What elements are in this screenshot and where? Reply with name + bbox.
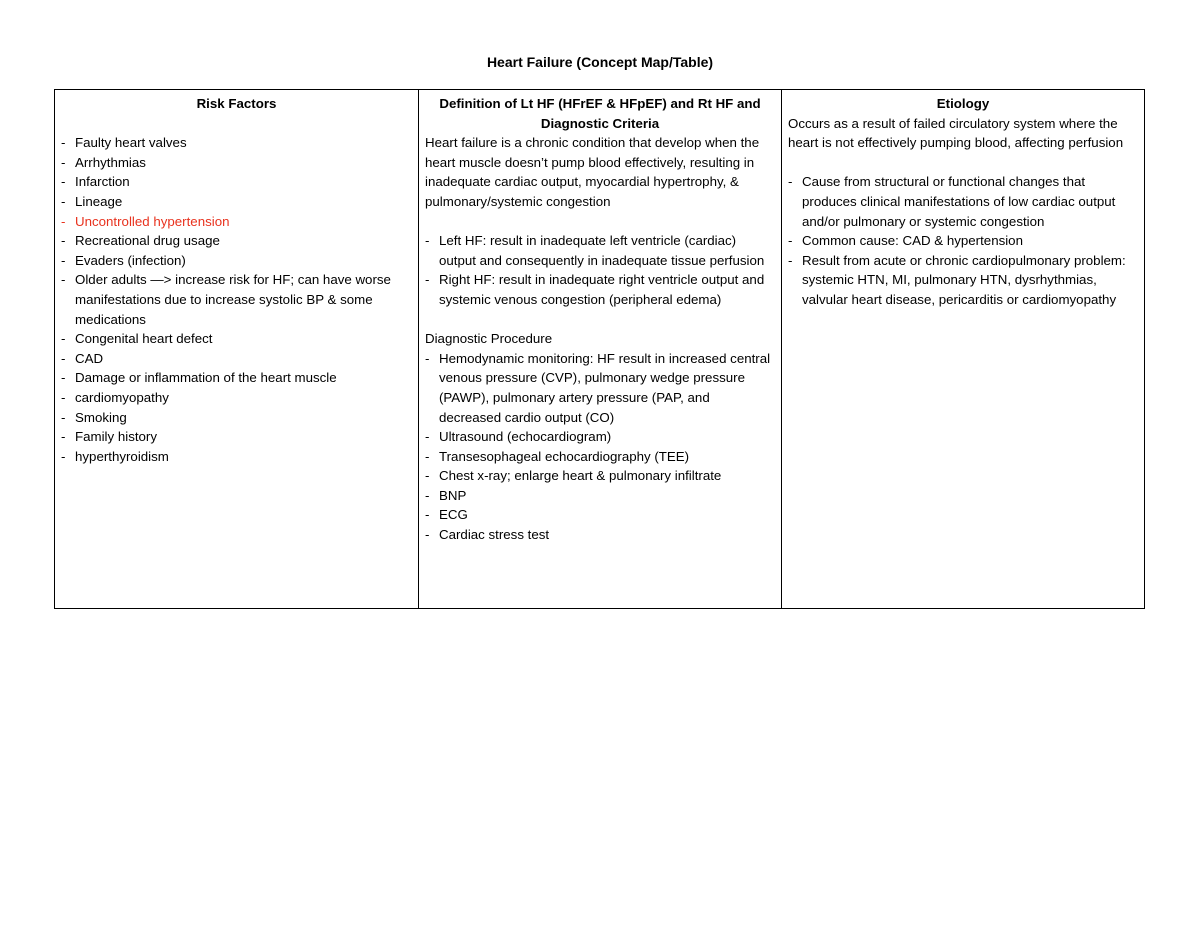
list-item: - CAD — [61, 349, 412, 369]
diagnostic-list — [425, 349, 775, 545]
list-item: - Ultrasound (echocardiogram) — [425, 427, 775, 447]
spacer — [425, 212, 775, 232]
spacer — [788, 153, 1138, 173]
list-item: - Smoking — [61, 408, 412, 428]
list-item: - Hemodynamic monitoring: HF result in increased central venous pressure (CVP), pulmonary wedge pressure (PAWP), pulmonary artery pressure (PAP, and decreased cardio output (CO) — [425, 349, 775, 427]
list-item: - hyperthyroidism — [61, 447, 412, 467]
etiology-list — [788, 172, 1138, 309]
risk-factors-list — [61, 133, 412, 466]
concept-table — [54, 89, 1145, 609]
list-item: - Transesophageal echocardiography (TEE) — [425, 447, 775, 467]
document-title: Heart Failure (Concept Map/Table) — [486, 54, 714, 70]
list-item: - Left HF: result in inadequate left ventricle (cardiac) output and consequently in inadequate tissue perfusion — [425, 231, 775, 270]
etiology-column — [782, 90, 1144, 608]
etiology-heading: Etiology — [936, 96, 990, 111]
definition-heading: Definition of Lt HF (HFrEF & HFpEF) and Rt HF and Diagnostic Criteria — [439, 96, 761, 131]
list-item: - Arrhythmias — [61, 153, 412, 173]
definition-column — [419, 90, 782, 608]
list-item: - Recreational drug usage — [61, 231, 412, 251]
list-item: - Damage or inflammation of the heart muscle — [61, 368, 412, 388]
list-item: - Family history — [61, 427, 412, 447]
list-item-highlighted: - Uncontrolled hypertension — [61, 212, 412, 232]
etiology-intro: Occurs as a result of failed circulatory system where the heart is not effectively pumping blood, affecting perfusion — [788, 115, 1124, 151]
list-item: - Infarction — [61, 172, 412, 192]
spacer — [425, 310, 775, 330]
list-item: - BNP — [425, 486, 775, 506]
list-item: - Faulty heart valves — [61, 133, 412, 153]
definition-intro: Heart failure is a chronic condition that develop when the heart muscle doesn’t pump blood effectively, resulting in inadequate cardiac output, myocardial hypertrophy, & pulmonary/systemic congestion — [425, 135, 760, 209]
list-item: - Evaders (infection) — [61, 251, 412, 271]
diagnostic-heading: Diagnostic Procedure — [425, 331, 553, 347]
list-item: - Common cause: CAD & hypertension — [788, 231, 1138, 251]
risk-factors-column — [55, 90, 419, 608]
list-item: - Cardiac stress test — [425, 525, 775, 545]
list-item: - Result from acute or chronic cardiopulmonary problem: systemic HTN, MI, pulmonary HTN, dysrhythmias, valvular heart disease, pericarditis or cardiomyopathy — [788, 251, 1138, 310]
list-item: - ECG — [425, 505, 775, 525]
list-item: - cardiomyopathy — [61, 388, 412, 408]
list-item: - Lineage — [61, 192, 412, 212]
list-item: - Cause from structural or functional changes that produces clinical manifestations of low cardiac output and/or pulmonary or systemic congestion — [788, 172, 1138, 231]
list-item: - Chest x-ray; enlarge heart & pulmonary infiltrate — [425, 466, 775, 486]
list-item: - Congenital heart defect — [61, 329, 412, 349]
risk-factors-heading: Risk Factors — [196, 96, 277, 111]
hf-types-list — [425, 231, 775, 309]
list-item: - Older adults —> increase risk for HF; can have worse manifestations due to increase systolic BP & some medications — [61, 270, 412, 329]
spacer — [61, 114, 412, 134]
list-item: - Right HF: result in inadequate right ventricle output and systemic venous congestion (peripheral edema) — [425, 270, 775, 309]
